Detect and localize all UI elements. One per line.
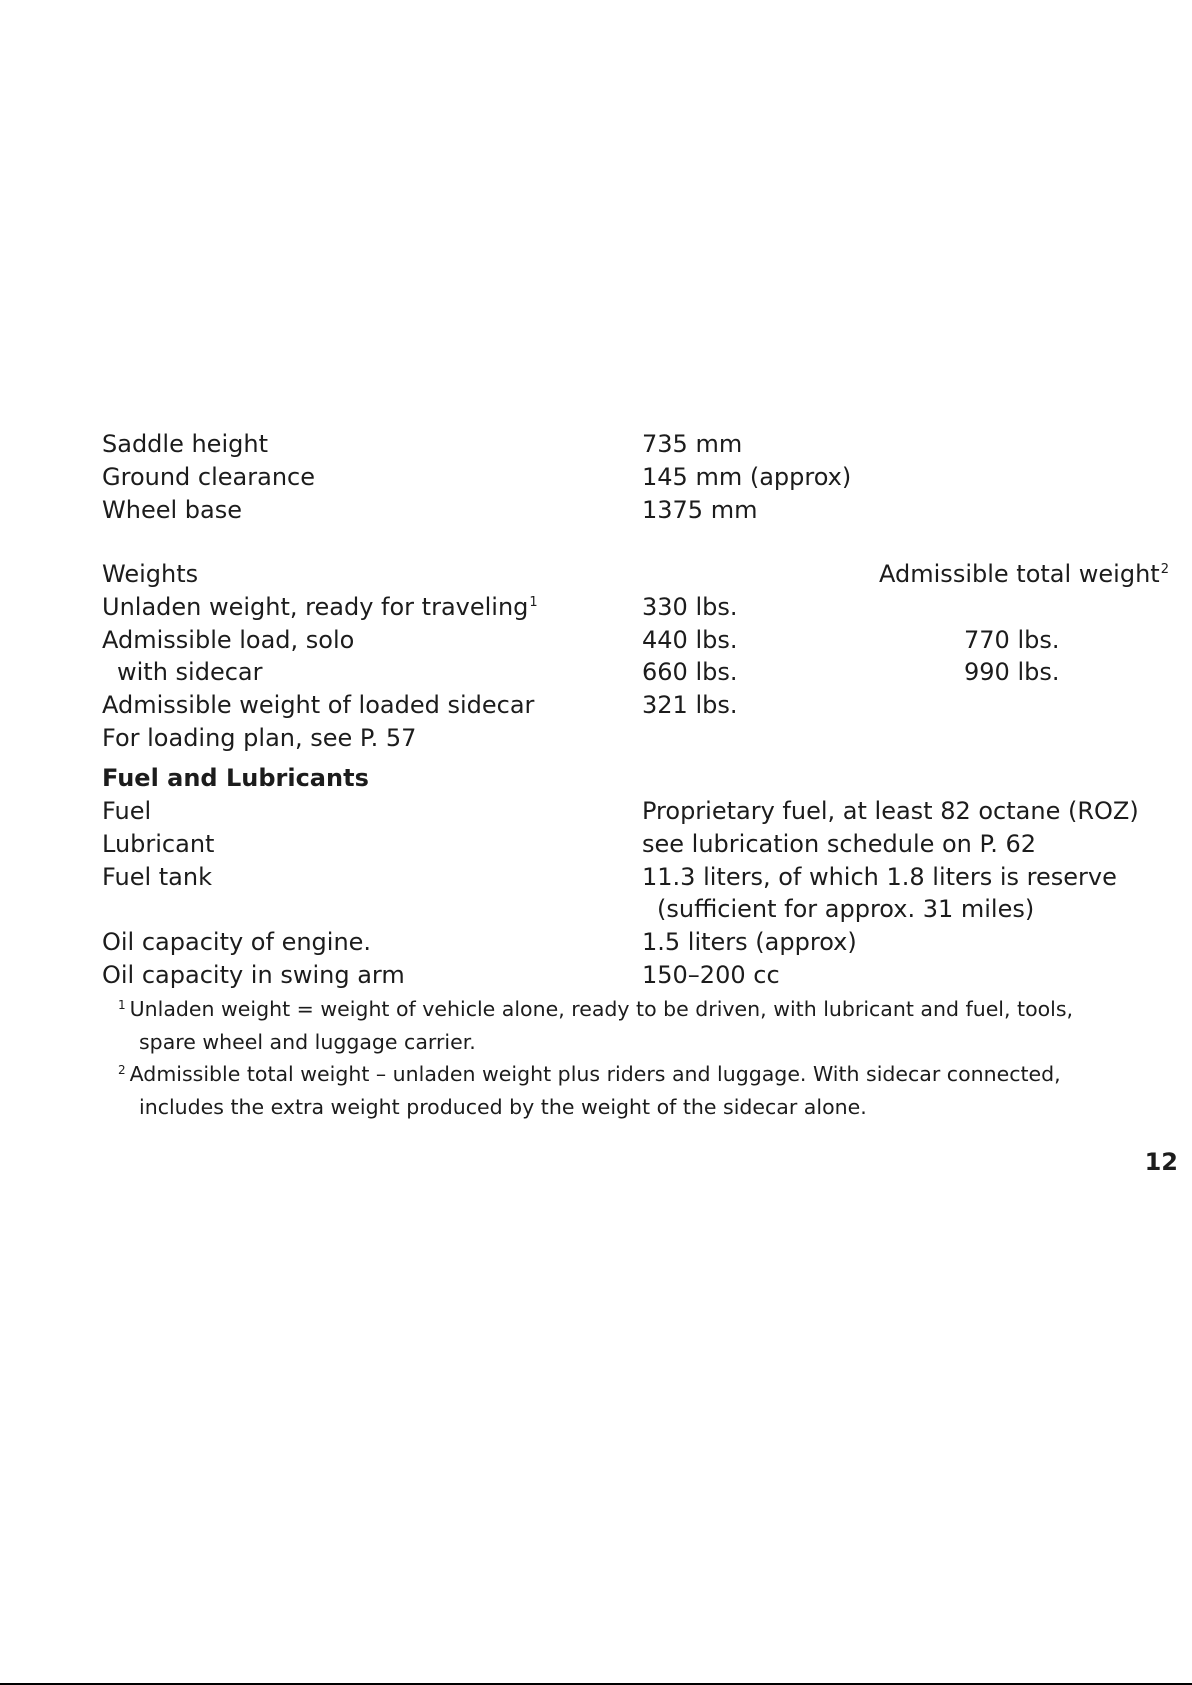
weights-header-row <box>0 558 1192 590</box>
spec-label: Saddle height <box>102 430 268 458</box>
spec-value: 1.5 liters (approx) <box>642 928 857 956</box>
weights-heading: Weights <box>102 560 199 588</box>
spec-row-load-sidecar <box>0 656 1192 688</box>
footnote-mark: 2 <box>1160 562 1169 577</box>
spec-row-fuel <box>0 795 1192 827</box>
footnote-mark: 2 <box>118 1063 126 1077</box>
spec-value: 660 lbs. <box>642 658 738 686</box>
spec-value: 440 lbs. <box>642 626 738 654</box>
spec-value: 735 mm <box>642 430 743 458</box>
spec-label: Wheel base <box>102 496 242 524</box>
spec-value-continued: (sufficient for approx. 31 miles) <box>657 895 1035 923</box>
section-heading: Fuel and Lubricants <box>102 764 369 792</box>
footnote-mark: 1 <box>118 998 126 1012</box>
footnote-2 <box>118 1058 1118 1123</box>
footnote-text: Unladen weight = weight of vehicle alone, ready to be driven, with lubricant and fuel, tools, <box>129 997 1074 1021</box>
footnote-text: Admissible total weight – unladen weight plus riders and luggage. With sidecar connected, <box>129 1062 1061 1086</box>
spec-row-wheel-base <box>0 494 1192 526</box>
spec-label: with sidecar <box>117 658 263 686</box>
footnote-text: spare wheel and luggage carrier. <box>139 1029 476 1054</box>
spec-label: Ground clearance <box>102 463 315 491</box>
spec-row-loaded-sidecar <box>0 689 1192 721</box>
spec-value: 11.3 liters, of which 1.8 liters is reserve <box>642 863 1117 891</box>
spec-label: Unladen weight, ready for traveling$^1$ <box>102 593 538 621</box>
footnote-1 <box>118 993 1118 1058</box>
spec-value: Proprietary fuel, at least 82 octane (ROZ) <box>642 797 1139 825</box>
footnote-text: includes the extra weight produced by the weight of the sidecar alone. <box>139 1094 867 1119</box>
spec-value: 145 mm (approx) <box>642 463 852 491</box>
footnote-mark: 1 <box>529 595 538 610</box>
fuel-lubricants-heading-row <box>0 762 1192 794</box>
spec-value: 330 lbs. <box>642 593 738 621</box>
spec-label: Fuel <box>102 797 152 825</box>
spec-label: Admissible load, solo <box>102 626 355 654</box>
spec-label: Admissible weight of loaded sidecar <box>102 691 535 719</box>
spec-label: Oil capacity of engine. <box>102 928 372 956</box>
spec-total-value: 990 lbs. <box>964 658 1060 686</box>
spec-value: 321 lbs. <box>642 691 738 719</box>
spec-label: Lubricant <box>102 830 215 858</box>
spec-row-load-solo <box>0 624 1192 656</box>
spec-row-ground-clearance <box>0 461 1192 493</box>
spec-label: Oil capacity in swing arm <box>102 961 405 989</box>
total-weight-heading: Admissible total weight$^2$ <box>879 560 1169 588</box>
page-number: 12 <box>1144 1148 1178 1176</box>
spec-row-fuel-tank-cont <box>0 893 1192 925</box>
spec-value: see lubrication schedule on P. 62 <box>642 830 1037 858</box>
spec-value: 1375 mm <box>642 496 758 524</box>
spec-total-value: 770 lbs. <box>964 626 1060 654</box>
spec-row-oil-engine <box>0 926 1192 958</box>
spec-value: 150–200 cc <box>642 961 780 989</box>
spec-row-fuel-tank <box>0 861 1192 893</box>
spec-row-saddle-height <box>0 428 1192 460</box>
spec-row-oil-swing-arm <box>0 959 1192 991</box>
spec-label: Fuel tank <box>102 863 212 891</box>
loading-plan-note: For loading plan, see P. 57 <box>102 724 417 752</box>
spec-row-lubricant <box>0 828 1192 860</box>
spec-row-unladen-weight <box>0 591 1192 623</box>
